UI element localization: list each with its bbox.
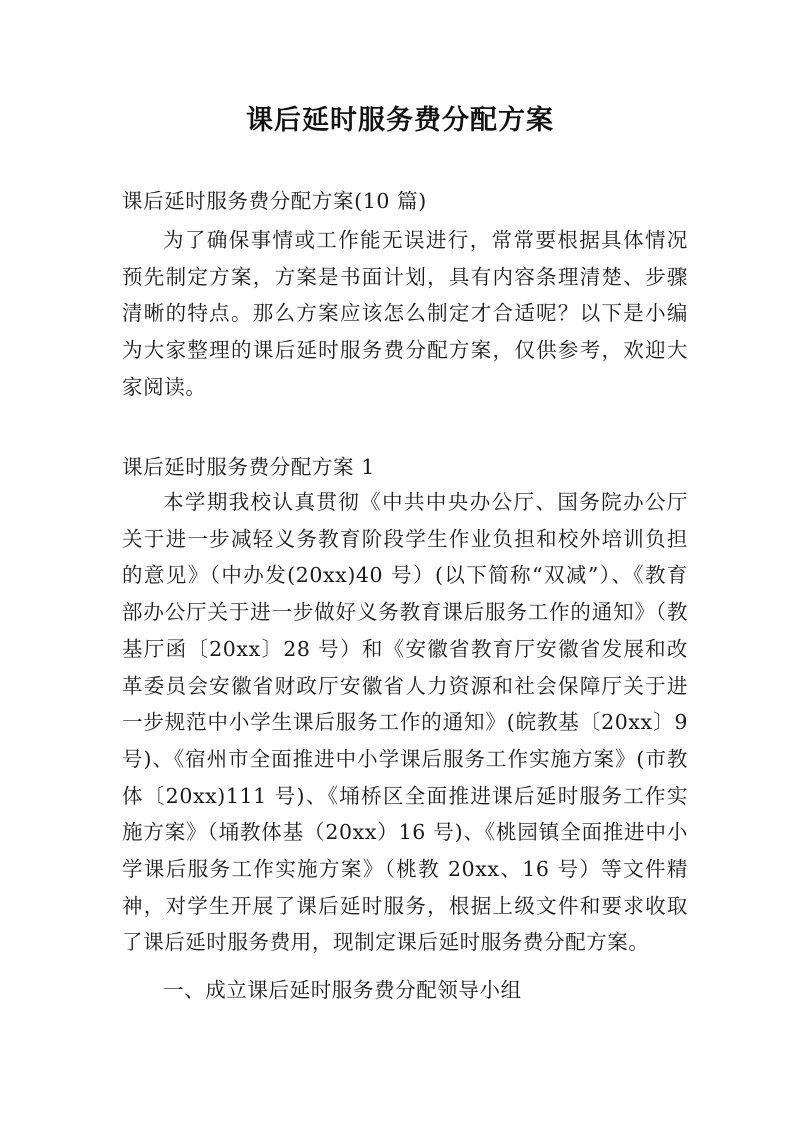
section1-heading: 课后延时服务费分配方案 1 — [122, 455, 375, 479]
section1-item1: 一、成立课后延时服务费分配领导小组 — [163, 978, 522, 1002]
document-title: 课后延时服务费分配方案 — [246, 105, 554, 136]
intro-heading: 课后延时服务费分配方案(10 篇) — [122, 189, 427, 213]
intro-paragraph: 为了确保事情或工作能无误进行，常常要根据具体情况预先制定方案，方案是书面计划，具有内容条理清楚、步骤清晰的特点。那么方案应该怎么制定才合适呢？以下是小编为大家整理的课后延时服务费分配方案，仅供参考，欢迎大家阅读。 — [122, 228, 688, 399]
section1-paragraph: 本学期我校认真贯彻《中共中央办公厅、国务院办公厅关于进一步减轻义务教育阶段学生作业负担和校外培训负担的意见》（中办发(20xx)40 号）(以下简称“双减”）、《教育部办公厅关于进一步做好义务教育课后服务工作的通知》（教基厅函〔20xx〕28 号）和《安徽省教育厅安徽省发展和改革委员会安徽省财政厅安徽省人力资源和社会保障厅关于进一步规范中小学生课后服务工作的通知》(皖教基〔20xx〕9 号)、《宿州市全面推进中小学课后服务工作实施方案》(市教体〔20xx)111 号)、《埇桥区全面推进课后延时服务工作实施方案》（埇教体基（20xx）16 号)、《桃园镇全面推进中小学课后服务工作实施方案》（桃教 20xx、16 号）等文件精神，对学生开展了课后延时服务，根据上级文件和要求收取了课后延时服务费用，现制定课后延时服务费分配方案。 — [122, 490, 688, 955]
